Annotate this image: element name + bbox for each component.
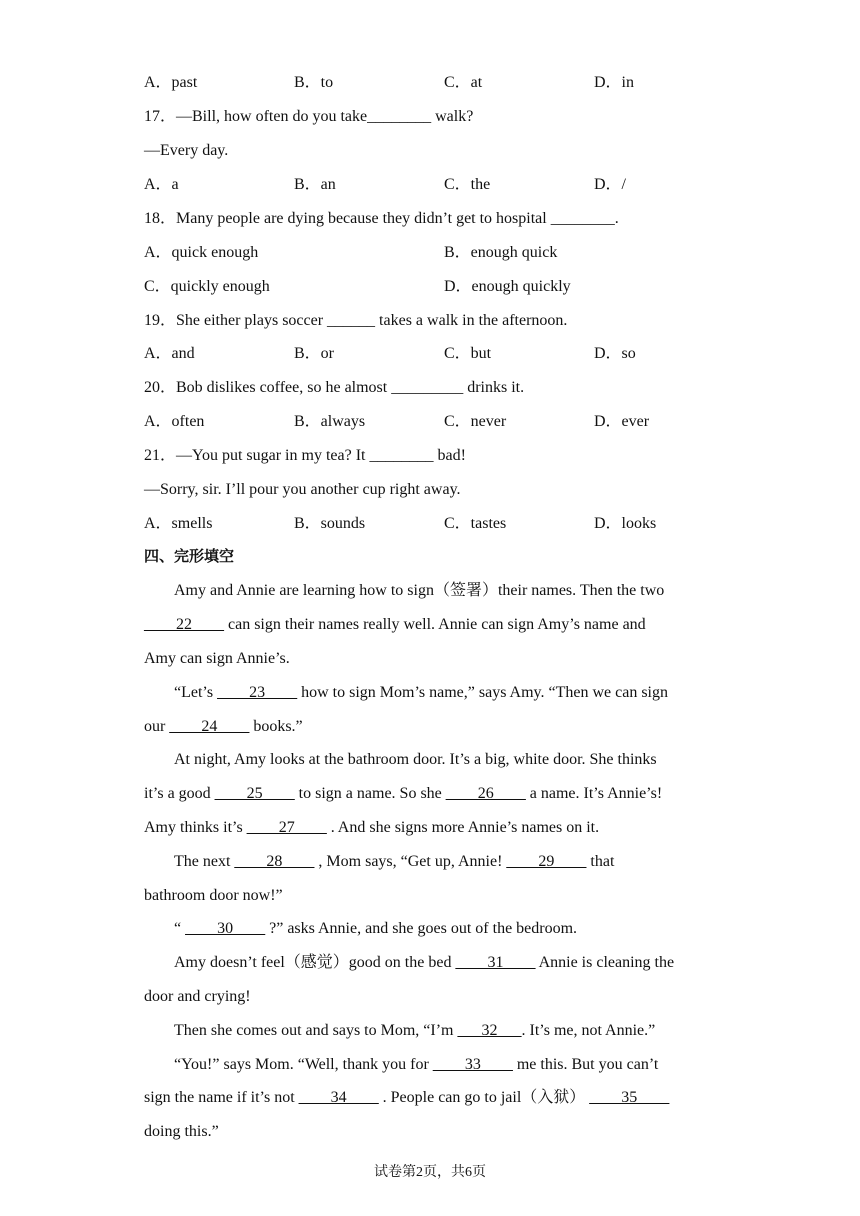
q16-option-d: D．in <box>594 74 635 91</box>
q19-option-c: C．but <box>444 345 492 362</box>
passage-line: Amy and Annie are learning how to sign（签署）their names. Then the two <box>174 582 665 599</box>
passage-text: books.” <box>249 718 303 735</box>
q21-option-b: B．sounds <box>294 515 366 532</box>
q20-option-a: A．often <box>144 413 205 430</box>
blank-22: ____22____ <box>144 616 224 633</box>
q17-option-c: C．the <box>444 176 491 193</box>
passage-text: ?” asks Annie, and she goes out of the bedroom. <box>265 920 578 937</box>
q18-option-a: A．quick enough <box>144 244 259 261</box>
passage-line <box>174 683 668 703</box>
passage-line: door and crying! <box>144 988 251 1005</box>
blank-27: ____27____ <box>246 819 327 836</box>
passage-text: “ <box>174 920 186 937</box>
passage-text: it’s a good <box>144 785 215 802</box>
q19-option-d: D．so <box>594 345 636 362</box>
blank-26: ____26____ <box>445 785 526 802</box>
passage-text: Annie is cleaning the <box>535 954 675 971</box>
q21-option-c: C．tastes <box>444 515 507 532</box>
passage-text: how to sign Mom’s name,” says Amy. “Then we can sign <box>297 684 668 701</box>
q16-option-a: A．past <box>144 74 198 91</box>
passage-text: . And she signs more Annie’s names on it. <box>326 819 600 836</box>
passage-text: The next <box>174 853 235 870</box>
passage-text: Amy thinks it’s <box>144 819 247 836</box>
page-footer: 试卷第2页，共6页 <box>374 1165 486 1180</box>
q17-option-b: B．an <box>294 176 336 193</box>
q18-stem: 18．Many people are dying because they didn’t get to hospital ________. <box>144 210 619 227</box>
passage-text: a name. It’s Annie’s! <box>525 785 663 802</box>
q21-option-d: D．looks <box>594 515 657 532</box>
passage-text: “Let’s <box>174 684 218 701</box>
q17-option-d: D．/ <box>594 176 627 193</box>
passage-text: to sign a name. So she <box>294 785 446 802</box>
passage-text: . People can go to jail（入狱） <box>378 1089 590 1106</box>
q20-option-d: D．ever <box>594 413 650 430</box>
passage-text: Then she comes out and says to Mom, “I’m <box>174 1022 458 1039</box>
passage-text: our <box>144 718 170 735</box>
blank-23: ____23____ <box>217 684 298 701</box>
q17-option-a: A．a <box>144 176 179 193</box>
passage-line: Amy can sign Annie’s. <box>144 650 290 667</box>
passage-text: . It’s me, not Annie.” <box>521 1022 656 1039</box>
passage-text: “You!” says Mom. “Well, thank you for <box>174 1056 433 1073</box>
q18-option-c: C．quickly enough <box>144 278 270 295</box>
passage-text: sign the name if it’s not <box>144 1089 299 1106</box>
q19-stem: 19．She either plays soccer ______ takes a walk in the afternoon. <box>144 312 568 329</box>
q19-option-b: B．or <box>294 345 335 362</box>
q16-option-b: B．to <box>294 74 334 91</box>
passage-text: can sign their names really well. Annie can sign Amy’s name and <box>224 616 646 633</box>
blank-28: ____28____ <box>234 853 315 870</box>
q20-option-c: C．never <box>444 413 507 430</box>
q18-option-d: D．enough quickly <box>444 278 571 295</box>
q17-reply: —Every day. <box>144 142 229 159</box>
q21-option-a: A．smells <box>144 515 213 532</box>
blank-24: ____24____ <box>169 718 250 735</box>
passage-line: bathroom door now!” <box>144 887 283 904</box>
passage-text: Amy doesn’t feel（感觉）good on the bed <box>174 954 456 971</box>
passage-line <box>174 919 577 939</box>
q19-option-a: A．and <box>144 345 195 362</box>
blank-29: ____29____ <box>506 853 587 870</box>
passage-line: At night, Amy looks at the bathroom door. It’s a big, white door. She thinks <box>174 751 657 768</box>
blank-32: ___32___ <box>457 1022 522 1039</box>
q21-stem: 21．—You put sugar in my tea? It ________ bad! <box>144 447 466 464</box>
blank-30: ____30____ <box>185 920 266 937</box>
q21-reply: —Sorry, sir. I’ll pour you another cup right away. <box>144 481 461 498</box>
q16-option-c: C．at <box>444 74 483 91</box>
passage-line <box>144 615 646 635</box>
passage-line: doing this.” <box>144 1123 219 1140</box>
q20-option-b: B．always <box>294 413 366 430</box>
section-title: 四、完形填空 <box>144 547 235 565</box>
passage-line <box>174 953 674 973</box>
passage-line <box>174 1021 655 1041</box>
passage-text: that <box>586 853 615 870</box>
passage-line <box>144 1088 669 1108</box>
blank-34: ____34____ <box>298 1089 379 1106</box>
blank-25: ____25____ <box>214 785 295 802</box>
blank-35: ____35____ <box>589 1089 670 1106</box>
passage-text: , Mom says, “Get up, Annie! <box>314 853 507 870</box>
passage-line <box>174 852 614 872</box>
blank-33: ____33____ <box>432 1056 513 1073</box>
passage-line <box>144 784 662 804</box>
passage-line <box>144 717 303 737</box>
passage-line <box>144 818 599 838</box>
q20-stem: 20．Bob dislikes coffee, so he almost _________ drinks it. <box>144 379 525 396</box>
q17-stem: 17．—Bill, how often do you take________ walk? <box>144 108 474 125</box>
blank-31: ____31____ <box>455 954 536 971</box>
passage-line <box>174 1055 658 1075</box>
passage-text: me this. But you can’t <box>512 1056 659 1073</box>
q18-option-b: B．enough quick <box>444 244 558 261</box>
